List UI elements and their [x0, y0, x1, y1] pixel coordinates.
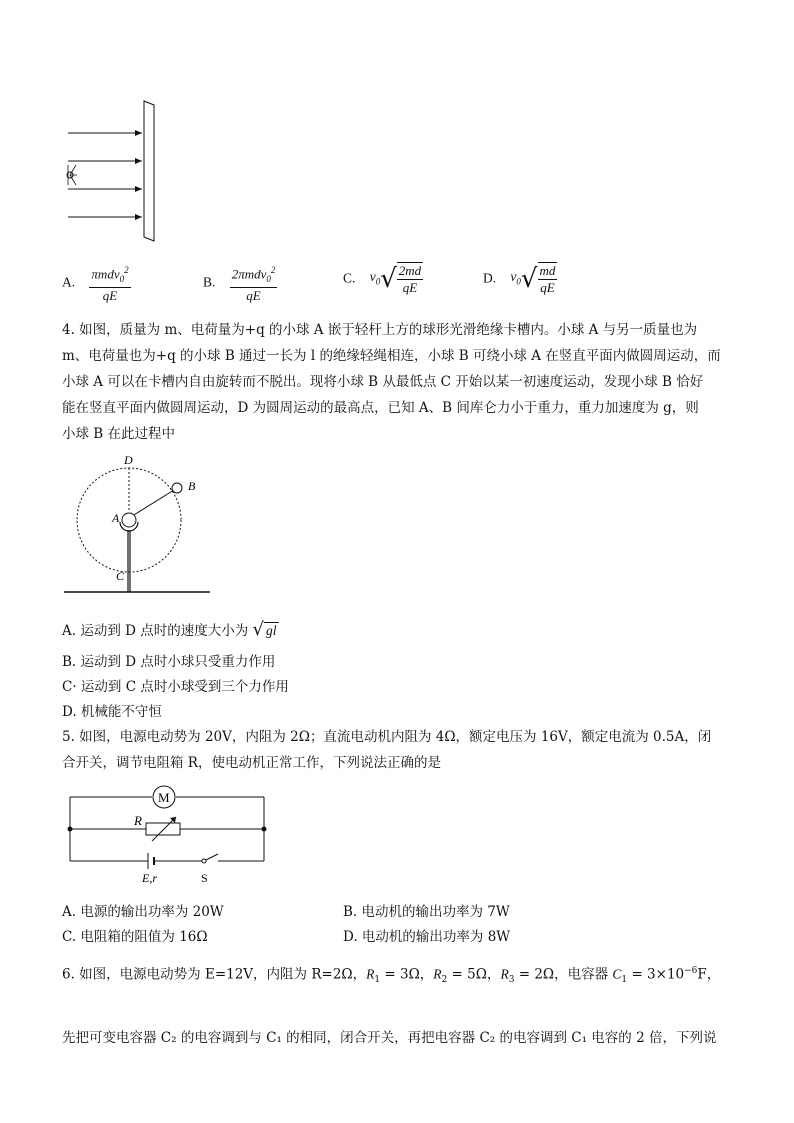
q4-option-c: C· 运动到 C 点时小球受到三个力作用	[62, 679, 289, 695]
q3-figure	[60, 95, 170, 245]
q4-option-a: A. 运动到 D 点时的速度大小为 √ gl	[62, 619, 277, 640]
q4-stem	[62, 317, 722, 447]
q5-resistor-label: R	[134, 813, 142, 828]
q6-line-1: 6. 如图，电源电动势为 E=12V，内阻为 R=2Ω，$R_1 = 3\Omega$，$R_2 = 5\Omega$，$R_3 = 2\Omega$，电容器 $C_1 = 3\times 10^{-6}F$，	[62, 966, 721, 986]
q5-motor-label: M	[158, 790, 170, 805]
q6-line-2: 先把可变电容器 C₂ 的电容调到与 C₁ 的相同，闭合开关，再把电容器 C₂ 的电容调到 C₁ 电容的 2 倍，下列说	[62, 1030, 717, 1046]
q5-option-a: A. 电源的输出功率为 20W	[62, 904, 224, 920]
q4-figure	[62, 450, 212, 600]
q5-source-label: E,r	[142, 871, 157, 885]
q4-label-d: D	[124, 453, 133, 467]
q4-stem-line: 小球 B 在此过程中	[62, 426, 176, 442]
q5-option-d: D. 电动机的输出功率为 8W	[343, 929, 511, 945]
q4-stem-line: 能在竖直平面内做圆周运动，D 为圆周运动的最高点，已知 A、B 间库仑力小于重力，重力加速度为 g，则	[62, 400, 699, 416]
q3-option-b: B. $\frac{2\pi mdv_0^2}{qE}$	[203, 262, 277, 304]
q5-switch-label: S	[201, 871, 208, 885]
q5-circuit-figure	[62, 785, 272, 885]
q4-option-b: B. 运动到 D 点时小球只受重力作用	[62, 654, 276, 670]
q5-stem-line: 5. 如图，电源电动势为 20V，内阻为 2Ω；直流电动机内阻为 4Ω，额定电压为 16V，额定电流为 0.5A，闭	[62, 729, 712, 745]
q3-option-a: A. $\frac{\pi mdv_0^2}{qE}$	[62, 262, 131, 304]
q4-stem-line: m、电荷量也为+q 的小球 B 通过一长为 l 的绝缘轻绳相连，小球 B 可绕小球 A 在竖直平面内做圆周运动，而	[62, 348, 721, 364]
q4-label-b: B	[188, 479, 196, 493]
q5-option-b: B. 电动机的输出功率为 7W	[343, 904, 510, 920]
q4-label-c: C	[116, 569, 125, 583]
q5-stem	[62, 724, 722, 776]
q5-option-c: C. 电阻箱的阻值为 16Ω	[62, 929, 208, 945]
q4-stem-line: 4. 如图，质量为 m、电荷量为+q 的小球 A 嵌于轻杆上方的球形光滑绝缘卡槽内。小球 A 与另一质量也为	[62, 322, 698, 338]
q4-option-d: D. 机械能不守恒	[62, 704, 162, 720]
q4-label-a: A	[112, 511, 120, 525]
q4-stem-line: 小球 A 可以在卡槽内自由旋转而不脱出。现将小球 B 从最低点 C 开始以某一初速度运动，发现小球 B 恰好	[62, 374, 704, 390]
q5-stem-line: 合开关，调节电阻箱 R，使电动机正常工作，下列说法正确的是	[62, 755, 441, 771]
q3-option-c: C. $v_0√$ $\frac{2md}{qE}$	[343, 263, 422, 295]
q3-option-d: D. $v_0√$ $\frac{md}{qE}$	[483, 263, 556, 295]
